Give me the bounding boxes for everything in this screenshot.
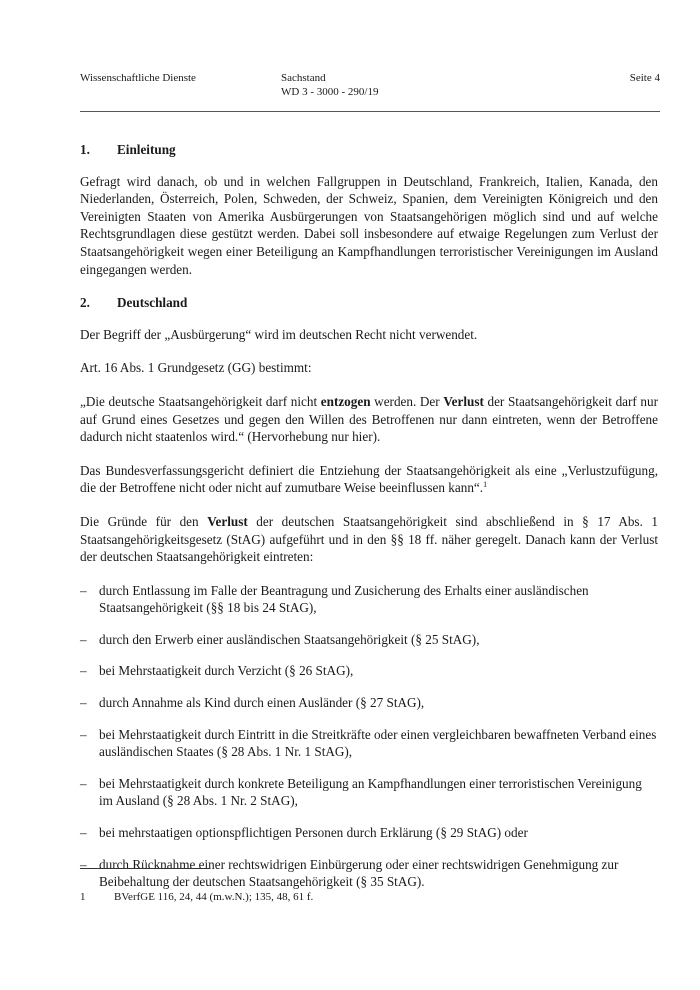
list-item: – durch Rücknahme einer rechtswidrigen Einbürgerung oder einer rechtswidrigen Genehmigung zur Beibehaltung der deutschen Staatsangehörigkeit (§ 35 StAG). bbox=[80, 856, 619, 890]
header-page-number: Seite 4 bbox=[629, 72, 660, 84]
header-doc-type: Sachstand bbox=[281, 72, 326, 84]
document-body bbox=[80, 141, 658, 905]
header-institution: Wissenschaftliche Dienste bbox=[80, 72, 196, 84]
dash-bullet: – bbox=[80, 825, 87, 841]
dash-bullet: – bbox=[80, 631, 87, 647]
footnote-number: 1 bbox=[80, 891, 86, 903]
section-heading-2 bbox=[80, 294, 658, 312]
list-item: – bei Mehrstaatigkeit durch Verzicht (§ 26 StAG), bbox=[80, 663, 354, 679]
block-quote: „Die deutsche Staatsangehörigkeit darf nicht entzogen werden. Der Verlust der Staatsangehörigkeit darf nur auf Grund eines Gesetzes und gegen den Willen des Betroffenen nur dann eintreten, wenn der Betroffene dadurch nicht staatenlos wird.“ (Hervorhebung nur hier). bbox=[80, 393, 659, 445]
paragraph-reasons: Die Gründe für den Verlust der deutschen Staatsangehörigkeit sind abschließend in § 17 Abs. 1 Staatsangehörigkeitsgesetz (StAG) aufgeführt und in den §§ 18 ff. näher geregelt. Danach kann der Verlust der deutschen Staatsangehörigkeit eintreten: bbox=[80, 513, 658, 565]
header-divider bbox=[80, 111, 660, 112]
loss-reasons-list bbox=[80, 582, 658, 891]
paragraph-court: Das Bundesverfassungsgericht definiert die Entziehung der Staatsangehörigkeit als eine „Verlustzufügung, die der Betroffene nicht oder nicht auf zumutbare Weise beeinflussen kann“.$^1$ bbox=[80, 462, 658, 496]
emphasis-verlust: Verlust bbox=[443, 393, 484, 409]
header-document-info bbox=[281, 71, 378, 99]
dash-bullet: – bbox=[80, 663, 87, 679]
list-item: – bei mehrstaatigen optionspflichtigen Personen durch Erklärung (§ 29 StAG) oder bbox=[80, 825, 528, 841]
list-item: – bei Mehrstaatigkeit durch konkrete Beteiligung an Kampfhandlungen einer terroristischen Vereinigung im Ausland (§ 28 Abs. 1 Nr. 2 StAG), bbox=[80, 775, 642, 809]
header-doc-number: WD 3 - 3000 - 290/19 bbox=[281, 86, 379, 98]
list-item: – bei Mehrstaatigkeit durch Eintritt in die Streitkräfte oder einen vergleichbaren bewaffneten Verband eines ausländischen Staates (§ 28 Abs. 1 Nr. 1 StAG), bbox=[80, 726, 657, 760]
emphasis-verlust: Verlust bbox=[207, 513, 248, 529]
footnote-divider bbox=[80, 868, 210, 869]
emphasis-entzogen: entzogen bbox=[320, 393, 371, 409]
section-title: Einleitung bbox=[117, 142, 176, 157]
footnote-text: BVerfGE 116, 24, 44 (m.w.N.); 135, 48, 61 f. bbox=[114, 891, 314, 903]
dash-bullet: – bbox=[80, 695, 87, 711]
footnote-reference[interactable]: 1 bbox=[483, 480, 488, 490]
list-item: – durch Entlassung im Falle der Beantragung und Zusicherung des Erhalts einer ausländischen Staatsangehörigkeit (§§ 18 bis 24 StAG), bbox=[80, 582, 589, 616]
dash-bullet: – bbox=[80, 775, 87, 791]
section-heading-1 bbox=[80, 141, 658, 159]
footnote bbox=[80, 890, 658, 904]
intro-paragraph: Gefragt wird danach, ob und in welchen Fallgruppen in Deutschland, Frankreich, Italien, Kanada, den Niederlanden, Österreich, Polen, Schweden, der Schweiz, Spanien, dem Vereinigten Königreich und den Vereinigten Staaten von Amerika Ausbürgerungen von Staatsangehörigen möglich sind und auf welche Rechtsgrundlagen diese gestützt werden. Dabei soll insbesondere auf etwaige Regelungen zum Verlust der Staatsangehörigkeit wegen einer Beteiligung an Kampfhandlungen terroristischer Vereinigungen im Ausland eingegangen werden. bbox=[80, 173, 658, 277]
paragraph-term: Der Begriff der „Ausbürgerung“ wird im deutschen Recht nicht verwendet. bbox=[80, 326, 478, 342]
list-item: – durch Annahme als Kind durch einen Ausländer (§ 27 StAG), bbox=[80, 695, 425, 711]
list-item: – durch den Erwerb einer ausländischen Staatsangehörigkeit (§ 25 StAG), bbox=[80, 631, 480, 647]
section-number: 1. bbox=[80, 142, 90, 157]
paragraph-article: Art. 16 Abs. 1 Grundgesetz (GG) bestimmt: bbox=[80, 360, 312, 376]
section-number: 2. bbox=[80, 295, 90, 311]
dash-bullet: – bbox=[80, 582, 87, 598]
dash-bullet: – bbox=[80, 726, 87, 742]
section-title: Deutschland bbox=[117, 295, 188, 311]
dash-bullet: – bbox=[80, 856, 87, 872]
